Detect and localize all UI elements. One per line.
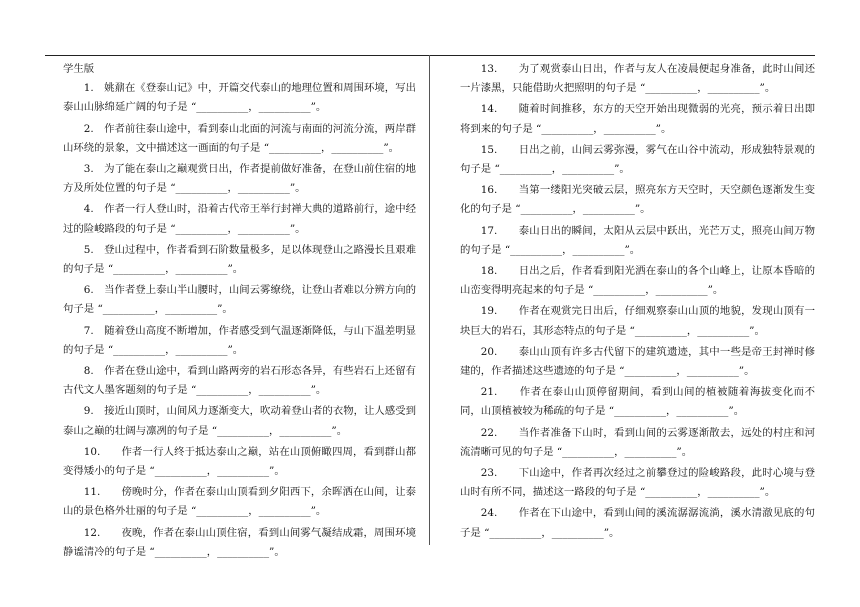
question-item: 12. 夜晚，作者在泰山山顶住宿，看到山间雾气凝结成霜，周围环境静谧清冷的句子是 “__________，__________”。 [63, 526, 416, 558]
question-item: 16. 当第一缕阳光突破云层，照亮东方天空时，天空颜色逐渐发生变化的句子是 “__________，__________”。 [460, 184, 815, 216]
question-item: 3. 为了能在泰山之巅观赏日出，作者提前做好准备，在登山前住宿的地方及所处位置的句子是 “__________，__________”。 [63, 163, 416, 195]
question-item: 1. 姚鼐在《登泰山记》中，开篇交代泰山的地理位置和周围环境，写出泰山山脉绵延广阔的句子是 “__________，__________”。 [63, 82, 416, 114]
left-column [63, 60, 416, 564]
top-rule [45, 55, 815, 56]
question-item: 6. 当作者登上泰山半山腰时，山间云雾缭绕，让登山者难以分辨方向的句子是 “__________，__________”。 [63, 284, 416, 316]
question-item: 21. 作者在泰山山顶停留期间，看到山间的植被随着海拔变化而不同，山顶植被较为稀疏的句子是 “__________，__________”。 [460, 386, 815, 418]
question-item: 13. 为了观赏泰山日出，作者与友人在凌晨便起身准备，此时山间还一片漆黑，只能借助火把照明的句子是 “__________，__________”。 [460, 63, 815, 95]
question-item: 2. 作者前往泰山途中，看到泰山北面的河流与南面的河流分流，两岸群山环绕的景象，文中描述这一画面的句子是 “__________，__________”。 [63, 122, 416, 154]
question-item: 17. 泰山日出的瞬间，太阳从云层中跃出，光芒万丈，照亮山间万物的句子是 “__________，__________”。 [460, 224, 815, 256]
question-item: 8. 作者在登山途中，看到山路两旁的岩石形态各异，有些岩石上还留有古代文人墨客题刻的句子是 “__________，__________”。 [63, 365, 416, 397]
right-column [460, 60, 815, 545]
question-item: 15. 日出之前，山间云雾弥漫，雾气在山谷中流动，形成独特景观的句子是 “__________，__________”。 [460, 143, 815, 176]
question-item: 7. 随着登山高度不断增加，作者感受到气温逐渐降低，与山下温差明显的句子是 “__________，__________”。 [63, 324, 416, 356]
question-item: 22. 当作者准备下山时，看到山间的云雾逐渐散去，远处的村庄和河流清晰可见的句子是 “__________，__________”。 [460, 426, 815, 458]
column-divider [429, 55, 430, 545]
question-item: 4. 作者一行人登山时，沿着古代帝王举行封禅大典的道路前行，途中经过的险峻路段的句子是 “__________，__________”。 [63, 203, 416, 235]
question-item: 24. 作者在下山途中，看到山间的溪流潺潺流淌，溪水清澈见底的句子是 “__________，__________”。 [460, 507, 815, 539]
question-item: 11. 傍晚时分，作者在泰山山顶看到夕阳西下，余晖洒在山间，让泰山的景色格外壮丽的句子是 “__________，__________”。 [63, 486, 416, 518]
question-item: 23. 下山途中，作者再次经过之前攀登过的险峻路段，此时心境与登山时有所不同，描述这一路段的句子是 “__________，__________”。 [460, 467, 815, 499]
question-item: 14. 随着时间推移，东方的天空开始出现微弱的光亮，预示着日出即将到来的句子是 “__________，__________”。 [460, 103, 815, 135]
question-item: 10. 作者一行人终于抵达泰山之巅，站在山顶俯瞰四周，看到群山都变得矮小的句子是 “__________，__________”。 [63, 445, 416, 478]
question-item: 19. 作者在观赏完日出后，仔细观察泰山山顶的地貌，发现山顶有一块巨大的岩石，其形态特点的句子是 “__________，__________”。 [460, 305, 815, 337]
question-item: 9. 接近山顶时，山间风力逐渐变大，吹动着登山者的衣物，让人感受到泰山之巅的壮阔与凛冽的句子是 “__________，__________”。 [63, 405, 416, 437]
question-item: 18. 日出之后，作者看到阳光洒在泰山的各个山峰上，让原本昏暗的山峦变得明亮起来的句子是 “__________，__________”。 [460, 265, 815, 297]
question-item: 5. 登山过程中，作者看到石阶数量极多，足以体现登山之路漫长且艰难的句子是 “__________，__________”。 [63, 243, 416, 276]
question-item: 20. 泰山山顶有许多古代留下的建筑遗迹，其中一些是帝王封禅时修建的，作者描述这些遗迹的句子是 “__________，__________”。 [460, 345, 815, 378]
edition-label: 学生版 [63, 63, 95, 75]
